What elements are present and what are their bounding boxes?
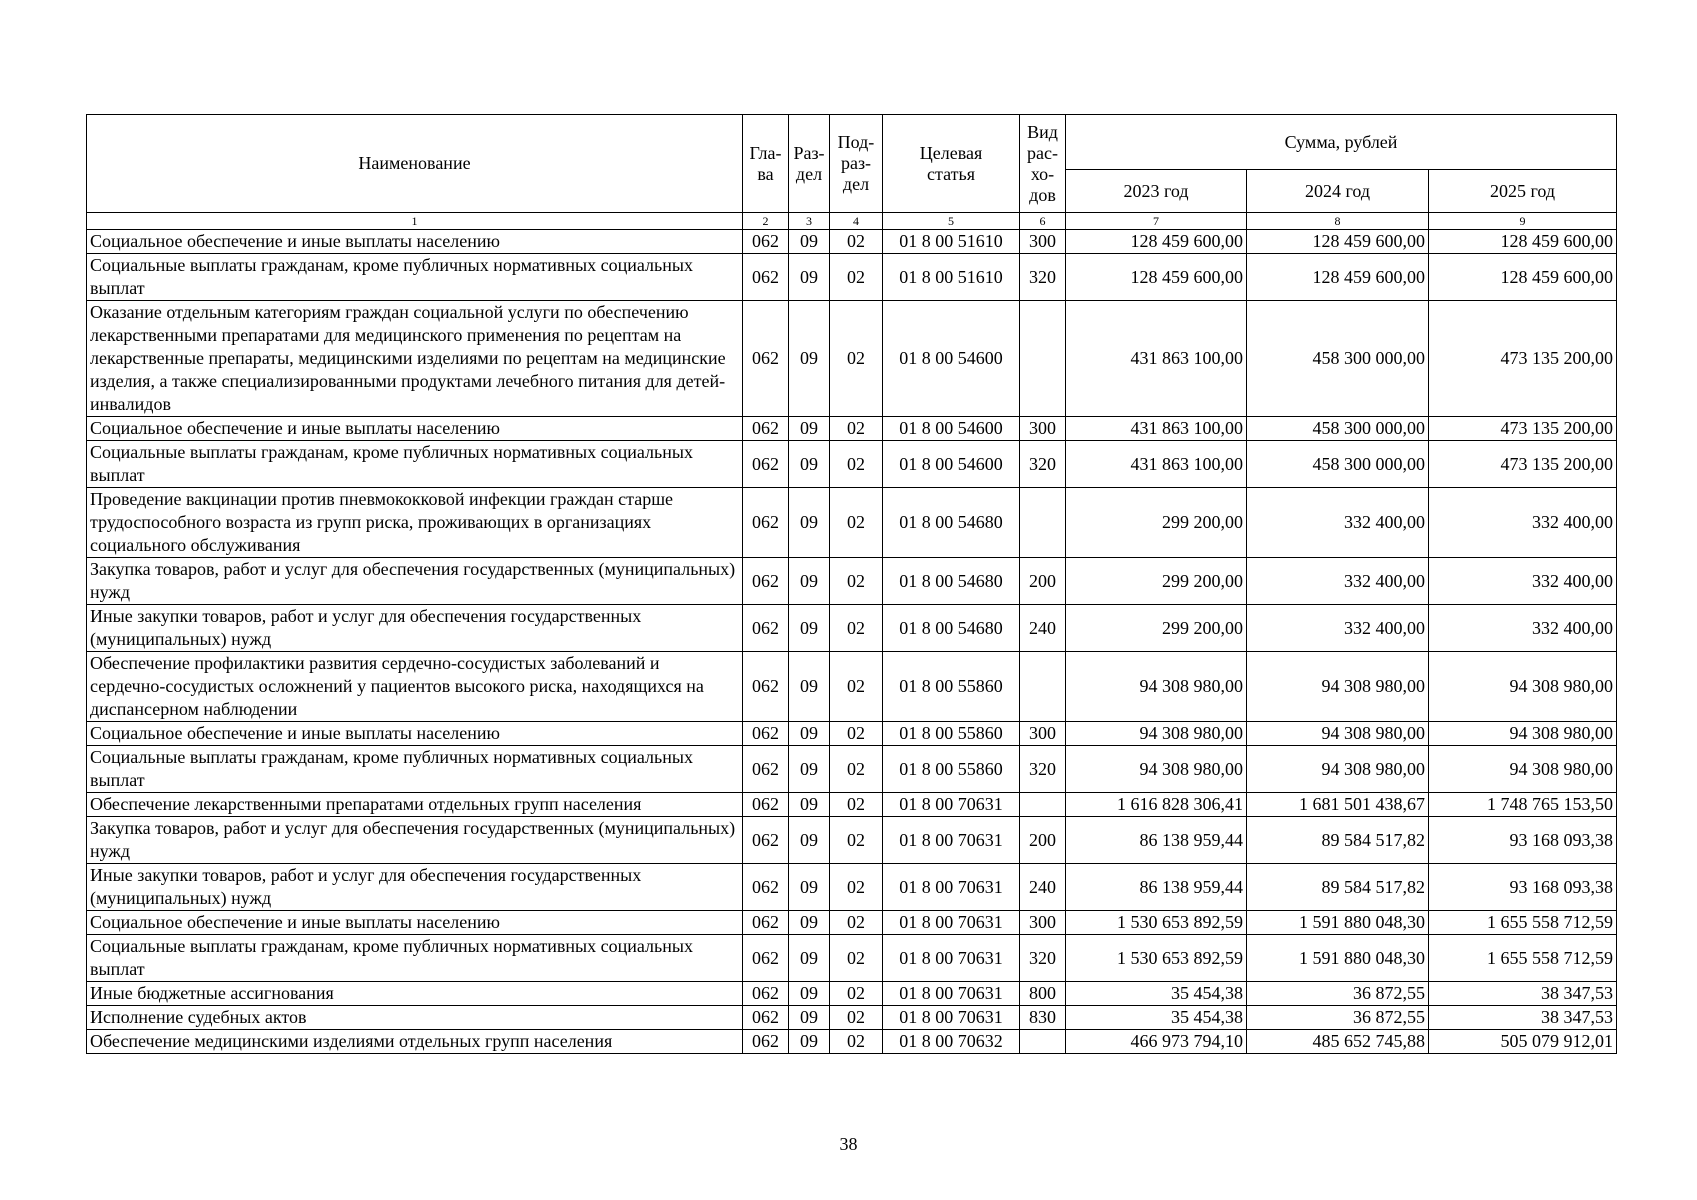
row-chapter: 062 xyxy=(743,722,789,746)
row-sum-2024: 332 400,00 xyxy=(1247,488,1429,558)
header-row-top xyxy=(87,115,1617,170)
row-name: Социальное обеспечение и иные выплаты населению xyxy=(87,230,743,254)
column-index: 8 xyxy=(1247,213,1429,230)
table-row xyxy=(87,1030,1617,1054)
row-target-article: 01 8 00 70631 xyxy=(883,817,1020,864)
row-sum-2023: 86 138 959,44 xyxy=(1066,817,1247,864)
row-subsection: 02 xyxy=(830,746,883,793)
row-sum-2025: 473 135 200,00 xyxy=(1429,441,1617,488)
row-subsection: 02 xyxy=(830,1030,883,1054)
row-chapter: 062 xyxy=(743,982,789,1006)
row-chapter: 062 xyxy=(743,417,789,441)
row-chapter: 062 xyxy=(743,746,789,793)
column-index: 7 xyxy=(1066,213,1247,230)
row-sum-2023: 431 863 100,00 xyxy=(1066,441,1247,488)
row-expense-type xyxy=(1020,793,1066,817)
row-expense-type xyxy=(1020,488,1066,558)
row-target-article: 01 8 00 54600 xyxy=(883,417,1020,441)
row-section: 09 xyxy=(789,911,830,935)
row-target-article: 01 8 00 70632 xyxy=(883,1030,1020,1054)
row-sum-2024: 36 872,55 xyxy=(1247,1006,1429,1030)
row-sum-2025: 332 400,00 xyxy=(1429,488,1617,558)
row-name: Социальное обеспечение и иные выплаты населению xyxy=(87,417,743,441)
row-section: 09 xyxy=(789,1006,830,1030)
row-chapter: 062 xyxy=(743,605,789,652)
row-name: Закупка товаров, работ и услуг для обеспечения государственных (муниципальных) нужд xyxy=(87,558,743,605)
row-sum-2025: 93 168 093,38 xyxy=(1429,864,1617,911)
row-sum-2024: 1 591 880 048,30 xyxy=(1247,911,1429,935)
row-sum-2024: 89 584 517,82 xyxy=(1247,817,1429,864)
row-expense-type: 830 xyxy=(1020,1006,1066,1030)
table-row xyxy=(87,722,1617,746)
row-name: Закупка товаров, работ и услуг для обеспечения государственных (муниципальных) нужд xyxy=(87,817,743,864)
table-row xyxy=(87,935,1617,982)
row-sum-2023: 1 616 828 306,41 xyxy=(1066,793,1247,817)
row-expense-type: 320 xyxy=(1020,746,1066,793)
header-name: Наименование xyxy=(87,115,743,213)
row-expense-type: 320 xyxy=(1020,254,1066,301)
table-row xyxy=(87,558,1617,605)
row-sum-2024: 485 652 745,88 xyxy=(1247,1030,1429,1054)
table-row xyxy=(87,441,1617,488)
row-target-article: 01 8 00 70631 xyxy=(883,935,1020,982)
row-subsection: 02 xyxy=(830,793,883,817)
row-sum-2025: 473 135 200,00 xyxy=(1429,301,1617,417)
row-section: 09 xyxy=(789,254,830,301)
row-target-article: 01 8 00 54680 xyxy=(883,558,1020,605)
header-target-article: Целевая статья xyxy=(883,115,1020,213)
row-subsection: 02 xyxy=(830,722,883,746)
row-sum-2025: 332 400,00 xyxy=(1429,605,1617,652)
row-sum-2024: 94 308 980,00 xyxy=(1247,746,1429,793)
row-expense-type: 300 xyxy=(1020,911,1066,935)
table-row xyxy=(87,793,1617,817)
row-sum-2025: 128 459 600,00 xyxy=(1429,254,1617,301)
row-name: Проведение вакцинации против пневмококковой инфекции граждан старше трудоспособного возраста из групп риска, проживающих в организациях социального обслуживания xyxy=(87,488,743,558)
row-name: Иные закупки товаров, работ и услуг для обеспечения государственных (муниципальных) нужд xyxy=(87,605,743,652)
row-section: 09 xyxy=(789,558,830,605)
table-row xyxy=(87,982,1617,1006)
row-expense-type: 240 xyxy=(1020,605,1066,652)
row-expense-type: 300 xyxy=(1020,417,1066,441)
row-expense-type: 200 xyxy=(1020,558,1066,605)
row-sum-2024: 332 400,00 xyxy=(1247,605,1429,652)
table-body xyxy=(87,213,1617,1054)
row-section: 09 xyxy=(789,722,830,746)
row-sum-2024: 1 681 501 438,67 xyxy=(1247,793,1429,817)
row-sum-2023: 35 454,38 xyxy=(1066,1006,1247,1030)
header-year-2023: 2023 год xyxy=(1066,170,1247,213)
row-sum-2023: 299 200,00 xyxy=(1066,488,1247,558)
row-sum-2025: 1 655 558 712,59 xyxy=(1429,935,1617,982)
row-sum-2025: 128 459 600,00 xyxy=(1429,230,1617,254)
row-sum-2025: 38 347,53 xyxy=(1429,1006,1617,1030)
row-subsection: 02 xyxy=(830,605,883,652)
row-subsection: 02 xyxy=(830,441,883,488)
row-name: Социальные выплаты гражданам, кроме публичных нормативных социальных выплат xyxy=(87,254,743,301)
row-target-article: 01 8 00 70631 xyxy=(883,982,1020,1006)
row-sum-2024: 458 300 000,00 xyxy=(1247,301,1429,417)
header-subsection: Под- раз- дел xyxy=(830,115,883,213)
row-subsection: 02 xyxy=(830,982,883,1006)
row-expense-type: 320 xyxy=(1020,935,1066,982)
row-subsection: 02 xyxy=(830,1006,883,1030)
row-sum-2025: 332 400,00 xyxy=(1429,558,1617,605)
row-target-article: 01 8 00 70631 xyxy=(883,864,1020,911)
table-row xyxy=(87,254,1617,301)
row-subsection: 02 xyxy=(830,558,883,605)
row-expense-type: 300 xyxy=(1020,722,1066,746)
column-index-row xyxy=(87,213,1617,230)
row-subsection: 02 xyxy=(830,935,883,982)
row-expense-type xyxy=(1020,301,1066,417)
row-sum-2025: 94 308 980,00 xyxy=(1429,746,1617,793)
row-name: Оказание отдельным категориям граждан социальной услуги по обеспечению лекарственными препаратами для медицинского применения по рецептам на лекарственные препараты, медицинскими изделиями по рецептам на медицинские изделия, а также специализированными продуктами лечебного питания для детей-инвалидов xyxy=(87,301,743,417)
row-chapter: 062 xyxy=(743,558,789,605)
header-section: Раз- дел xyxy=(789,115,830,213)
row-sum-2023: 128 459 600,00 xyxy=(1066,254,1247,301)
row-sum-2023: 94 308 980,00 xyxy=(1066,722,1247,746)
row-chapter: 062 xyxy=(743,793,789,817)
table-row xyxy=(87,230,1617,254)
row-chapter: 062 xyxy=(743,1006,789,1030)
row-section: 09 xyxy=(789,1030,830,1054)
row-sum-2024: 36 872,55 xyxy=(1247,982,1429,1006)
row-section: 09 xyxy=(789,982,830,1006)
row-chapter: 062 xyxy=(743,817,789,864)
row-chapter: 062 xyxy=(743,652,789,722)
row-sum-2024: 128 459 600,00 xyxy=(1247,230,1429,254)
row-sum-2023: 431 863 100,00 xyxy=(1066,301,1247,417)
row-name: Социальные выплаты гражданам, кроме публичных нормативных социальных выплат xyxy=(87,746,743,793)
row-chapter: 062 xyxy=(743,935,789,982)
row-sum-2023: 299 200,00 xyxy=(1066,558,1247,605)
header-sum: Сумма, рублей xyxy=(1066,115,1617,170)
row-sum-2024: 1 591 880 048,30 xyxy=(1247,935,1429,982)
row-subsection: 02 xyxy=(830,417,883,441)
row-sum-2023: 35 454,38 xyxy=(1066,982,1247,1006)
row-target-article: 01 8 00 54680 xyxy=(883,605,1020,652)
row-section: 09 xyxy=(789,652,830,722)
row-target-article: 01 8 00 70631 xyxy=(883,1006,1020,1030)
row-target-article: 01 8 00 55860 xyxy=(883,652,1020,722)
column-index: 6 xyxy=(1020,213,1066,230)
row-section: 09 xyxy=(789,935,830,982)
row-name: Социальные выплаты гражданам, кроме публичных нормативных социальных выплат xyxy=(87,935,743,982)
row-target-article: 01 8 00 54680 xyxy=(883,488,1020,558)
row-section: 09 xyxy=(789,793,830,817)
table-row xyxy=(87,911,1617,935)
row-target-article: 01 8 00 54600 xyxy=(883,441,1020,488)
row-sum-2024: 94 308 980,00 xyxy=(1247,722,1429,746)
row-name: Социальные выплаты гражданам, кроме публичных нормативных социальных выплат xyxy=(87,441,743,488)
table-row xyxy=(87,605,1617,652)
row-section: 09 xyxy=(789,864,830,911)
row-expense-type xyxy=(1020,1030,1066,1054)
row-sum-2024: 332 400,00 xyxy=(1247,558,1429,605)
row-target-article: 01 8 00 55860 xyxy=(883,722,1020,746)
row-sum-2023: 299 200,00 xyxy=(1066,605,1247,652)
row-sum-2023: 1 530 653 892,59 xyxy=(1066,911,1247,935)
header-year-2024: 2024 год xyxy=(1247,170,1429,213)
page-number: 38 xyxy=(839,1134,858,1154)
table-row xyxy=(87,864,1617,911)
row-section: 09 xyxy=(789,746,830,793)
row-subsection: 02 xyxy=(830,911,883,935)
row-section: 09 xyxy=(789,230,830,254)
row-target-article: 01 8 00 51610 xyxy=(883,230,1020,254)
row-subsection: 02 xyxy=(830,230,883,254)
table-row xyxy=(87,746,1617,793)
row-name: Обеспечение лекарственными препаратами отдельных групп населения xyxy=(87,793,743,817)
row-subsection: 02 xyxy=(830,817,883,864)
row-name: Иные закупки товаров, работ и услуг для обеспечения государственных (муниципальных) нужд xyxy=(87,864,743,911)
row-section: 09 xyxy=(789,605,830,652)
row-chapter: 062 xyxy=(743,230,789,254)
row-name: Иные бюджетные ассигнования xyxy=(87,982,743,1006)
row-chapter: 062 xyxy=(743,488,789,558)
row-section: 09 xyxy=(789,301,830,417)
row-expense-type: 300 xyxy=(1020,230,1066,254)
table-row xyxy=(87,1006,1617,1030)
table-row xyxy=(87,301,1617,417)
row-name: Социальное обеспечение и иные выплаты населению xyxy=(87,911,743,935)
row-expense-type: 200 xyxy=(1020,817,1066,864)
row-sum-2024: 458 300 000,00 xyxy=(1247,441,1429,488)
row-sum-2025: 505 079 912,01 xyxy=(1429,1030,1617,1054)
row-section: 09 xyxy=(789,817,830,864)
row-sum-2025: 473 135 200,00 xyxy=(1429,417,1617,441)
table-row xyxy=(87,652,1617,722)
column-index: 2 xyxy=(743,213,789,230)
row-subsection: 02 xyxy=(830,254,883,301)
row-expense-type xyxy=(1020,652,1066,722)
row-name: Исполнение судебных актов xyxy=(87,1006,743,1030)
table-row xyxy=(87,417,1617,441)
row-sum-2025: 94 308 980,00 xyxy=(1429,722,1617,746)
row-sum-2025: 38 347,53 xyxy=(1429,982,1617,1006)
row-expense-type: 320 xyxy=(1020,441,1066,488)
row-name: Обеспечение медицинскими изделиями отдельных групп населения xyxy=(87,1030,743,1054)
row-subsection: 02 xyxy=(830,301,883,417)
row-chapter: 062 xyxy=(743,301,789,417)
row-sum-2025: 93 168 093,38 xyxy=(1429,817,1617,864)
row-chapter: 062 xyxy=(743,441,789,488)
row-sum-2024: 128 459 600,00 xyxy=(1247,254,1429,301)
column-index: 5 xyxy=(883,213,1020,230)
row-sum-2023: 466 973 794,10 xyxy=(1066,1030,1247,1054)
row-chapter: 062 xyxy=(743,254,789,301)
row-expense-type: 240 xyxy=(1020,864,1066,911)
table-row xyxy=(87,817,1617,864)
column-index: 4 xyxy=(830,213,883,230)
row-sum-2023: 431 863 100,00 xyxy=(1066,417,1247,441)
row-section: 09 xyxy=(789,417,830,441)
header-chapter: Гла- ва xyxy=(743,115,789,213)
row-subsection: 02 xyxy=(830,864,883,911)
row-expense-type: 800 xyxy=(1020,982,1066,1006)
table-row xyxy=(87,488,1617,558)
row-sum-2023: 94 308 980,00 xyxy=(1066,746,1247,793)
row-subsection: 02 xyxy=(830,652,883,722)
row-sum-2025: 94 308 980,00 xyxy=(1429,652,1617,722)
row-chapter: 062 xyxy=(743,864,789,911)
row-target-article: 01 8 00 54600 xyxy=(883,301,1020,417)
row-sum-2024: 89 584 517,82 xyxy=(1247,864,1429,911)
row-sum-2025: 1 655 558 712,59 xyxy=(1429,911,1617,935)
column-index: 3 xyxy=(789,213,830,230)
row-target-article: 01 8 00 51610 xyxy=(883,254,1020,301)
row-sum-2023: 128 459 600,00 xyxy=(1066,230,1247,254)
header-year-2025: 2025 год xyxy=(1429,170,1617,213)
column-index: 1 xyxy=(87,213,743,230)
row-target-article: 01 8 00 70631 xyxy=(883,911,1020,935)
row-chapter: 062 xyxy=(743,911,789,935)
row-name: Обеспечение профилактики развития сердечно-сосудистых заболеваний и сердечно-сосудистых осложнений у пациентов высокого риска, находящихся на диспансерном наблюдении xyxy=(87,652,743,722)
row-sum-2023: 94 308 980,00 xyxy=(1066,652,1247,722)
row-target-article: 01 8 00 70631 xyxy=(883,793,1020,817)
row-chapter: 062 xyxy=(743,1030,789,1054)
row-sum-2023: 1 530 653 892,59 xyxy=(1066,935,1247,982)
row-sum-2024: 94 308 980,00 xyxy=(1247,652,1429,722)
row-subsection: 02 xyxy=(830,488,883,558)
header-expense-type: Вид рас- хо- дов xyxy=(1020,115,1066,213)
budget-table xyxy=(86,114,1617,1054)
column-index: 9 xyxy=(1429,213,1617,230)
row-sum-2023: 86 138 959,44 xyxy=(1066,864,1247,911)
row-section: 09 xyxy=(789,441,830,488)
row-section: 09 xyxy=(789,488,830,558)
row-name: Социальное обеспечение и иные выплаты населению xyxy=(87,722,743,746)
row-target-article: 01 8 00 55860 xyxy=(883,746,1020,793)
row-sum-2025: 1 748 765 153,50 xyxy=(1429,793,1617,817)
row-sum-2024: 458 300 000,00 xyxy=(1247,417,1429,441)
